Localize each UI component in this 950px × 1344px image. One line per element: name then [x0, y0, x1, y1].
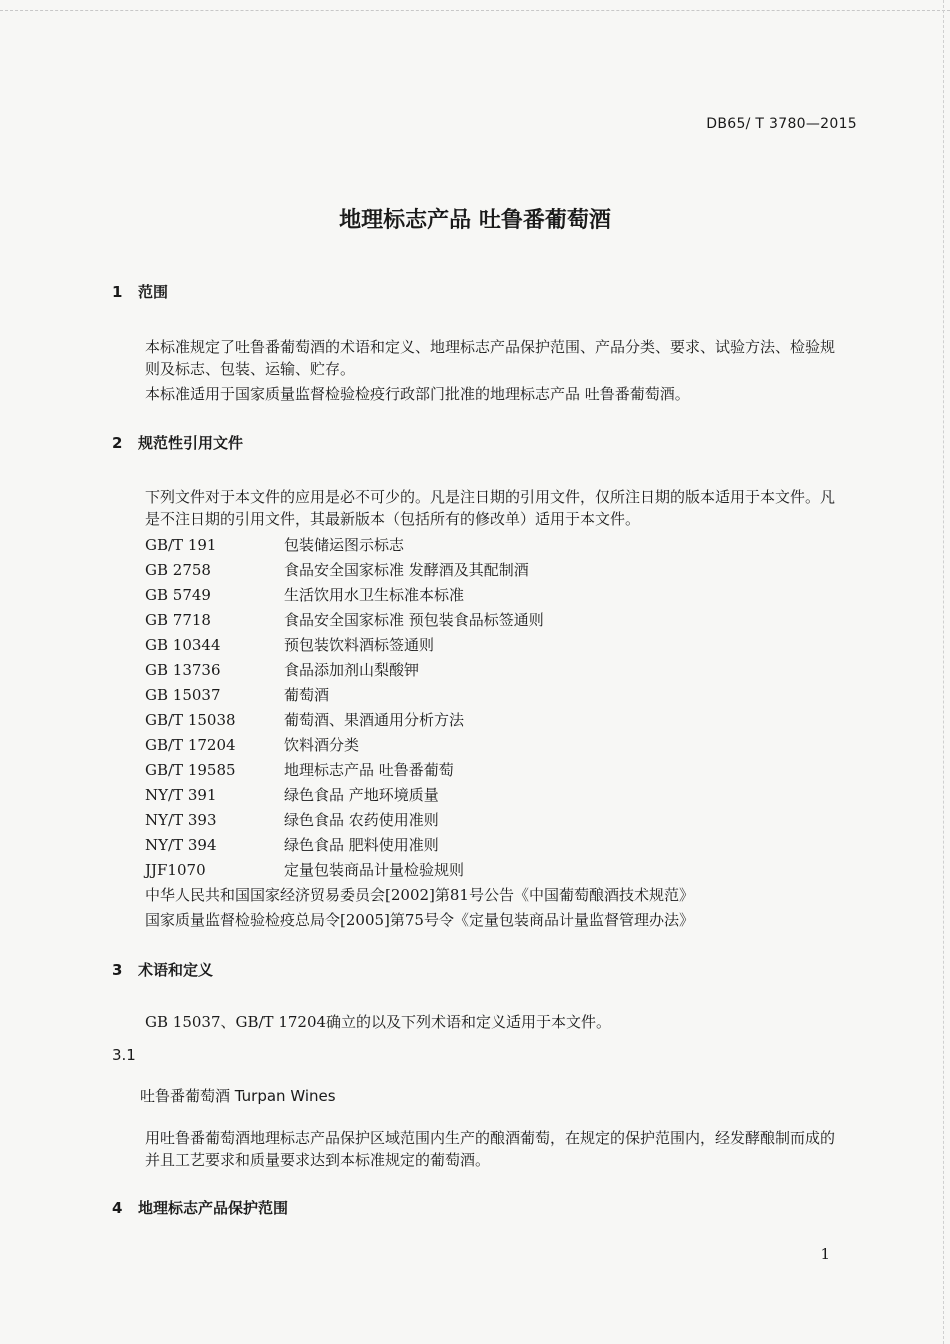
section-1-paragraph-1	[112, 336, 848, 380]
section-number: 1	[112, 283, 123, 301]
reference-title: 地理标志产品 吐鲁番葡萄	[284, 761, 454, 779]
reference-code: GB 5749	[145, 585, 211, 604]
paragraph-text: 下列文件对于本文件的应用是必不可少的。凡是注日期的引用文件，仅所注日期的版本适用于本文件。凡是不注日期的引用文件，其最新版本（包括所有的修改单）适用于本文件。	[145, 488, 836, 528]
reference-code: GB 13736	[145, 660, 221, 679]
reference-item	[145, 557, 845, 582]
section-title: 规范性引用文件	[138, 434, 244, 452]
paragraph-text: 本标准适用于国家质量监督检验检疫行政部门批准的地理标志产品 吐鲁番葡萄酒。	[145, 385, 690, 403]
reference-title: 食品添加剂山梨酸钾	[284, 661, 420, 679]
reference-item	[145, 782, 845, 807]
reference-item	[145, 757, 845, 782]
standard-code: DB65/ T 3780—2015	[706, 116, 857, 132]
subsection-3-1-number: 3.1	[112, 1046, 136, 1064]
reference-title: 绿色食品 农药使用准则	[284, 811, 439, 829]
section-title: 地理标志产品保护范围	[138, 1199, 289, 1217]
reference-extra-2: 国家质量监督检验检疫总局令[2005]第75号令《定量包装商品计量监督管理办法》	[145, 911, 694, 929]
reference-code: NY/T 391	[145, 785, 217, 804]
reference-code: GB 2758	[145, 560, 211, 579]
reference-extra-1: 中华人民共和国国家经济贸易委员会[2002]第81号公告《中国葡萄酿酒技术规范》	[145, 886, 694, 904]
reference-title: 葡萄酒、果酒通用分析方法	[284, 711, 465, 729]
scan-edge-right	[943, 0, 948, 1344]
reference-item	[145, 707, 845, 732]
reference-title: 定量包装商品计量检验规则	[284, 861, 465, 879]
reference-title: 预包装饮料酒标签通则	[284, 636, 435, 654]
reference-item	[145, 732, 845, 757]
reference-title: 绿色食品 肥料使用准则	[284, 836, 439, 854]
term-definition	[112, 1127, 848, 1171]
scan-edge-top	[0, 0, 950, 11]
reference-title: 食品安全国家标准 发酵酒及其配制酒	[284, 561, 529, 579]
reference-code: GB/T 19585	[145, 760, 236, 779]
reference-title: 绿色食品 产地环境质量	[284, 786, 439, 804]
document-title: 地理标志产品 吐鲁番葡萄酒	[339, 208, 611, 233]
section-number: 2	[112, 434, 123, 452]
reference-code: GB 7718	[145, 610, 211, 629]
reference-title: 食品安全国家标准 预包装食品标签通则	[284, 611, 544, 629]
reference-title: 包装储运图示标志	[284, 536, 405, 554]
reference-code: GB 15037	[145, 685, 221, 704]
reference-code: GB/T 17204	[145, 735, 236, 754]
reference-title: 生活饮用水卫生标准本标准	[284, 586, 465, 604]
reference-item	[145, 657, 845, 682]
paragraph-text: GB 15037、GB/T 17204确立的以及下列术语和定义适用于本文件。	[145, 1013, 612, 1031]
reference-item	[145, 632, 845, 657]
section-1-heading	[112, 281, 168, 302]
section-number: 4	[112, 1199, 123, 1217]
reference-code: NY/T 394	[145, 835, 217, 854]
reference-item	[145, 857, 845, 882]
reference-item	[145, 607, 845, 632]
paragraph-text: 用吐鲁番葡萄酒地理标志产品保护区域范围内生产的酿酒葡萄，在规定的保护范围内，经发酵酿制而成的并且工艺要求和质量要求达到本标准规定的葡萄酒。	[145, 1129, 836, 1169]
reference-item	[145, 682, 845, 707]
term-name: 吐鲁番葡萄酒 Turpan Wines	[140, 1087, 336, 1105]
reference-item	[145, 832, 845, 857]
section-title: 范围	[138, 283, 169, 301]
reference-title: 葡萄酒	[284, 686, 330, 704]
section-number: 3	[112, 961, 123, 979]
reference-item	[145, 532, 845, 557]
section-4-heading	[112, 1197, 288, 1218]
section-1-paragraph-2	[112, 383, 848, 405]
normative-reference-list	[145, 532, 845, 932]
section-title: 术语和定义	[138, 961, 214, 979]
section-2-paragraph-1	[112, 486, 848, 530]
reference-code: GB 10344	[145, 635, 221, 654]
reference-code: GB/T 15038	[145, 710, 236, 729]
paragraph-text: 本标准规定了吐鲁番葡萄酒的术语和定义、地理标志产品保护范围、产品分类、要求、试验方法、检验规则及标志、包装、运输、贮存。	[145, 338, 836, 378]
reference-item	[145, 582, 845, 607]
reference-title: 饮料酒分类	[284, 736, 360, 754]
reference-code: GB/T 191	[145, 535, 217, 554]
section-2-heading	[112, 432, 243, 453]
reference-item	[145, 807, 845, 832]
section-3-heading	[112, 959, 213, 980]
page-number: 1	[820, 1245, 830, 1263]
reference-code: NY/T 393	[145, 810, 217, 829]
reference-code: JJF1070	[145, 860, 206, 879]
section-3-paragraph-1	[112, 1011, 848, 1033]
